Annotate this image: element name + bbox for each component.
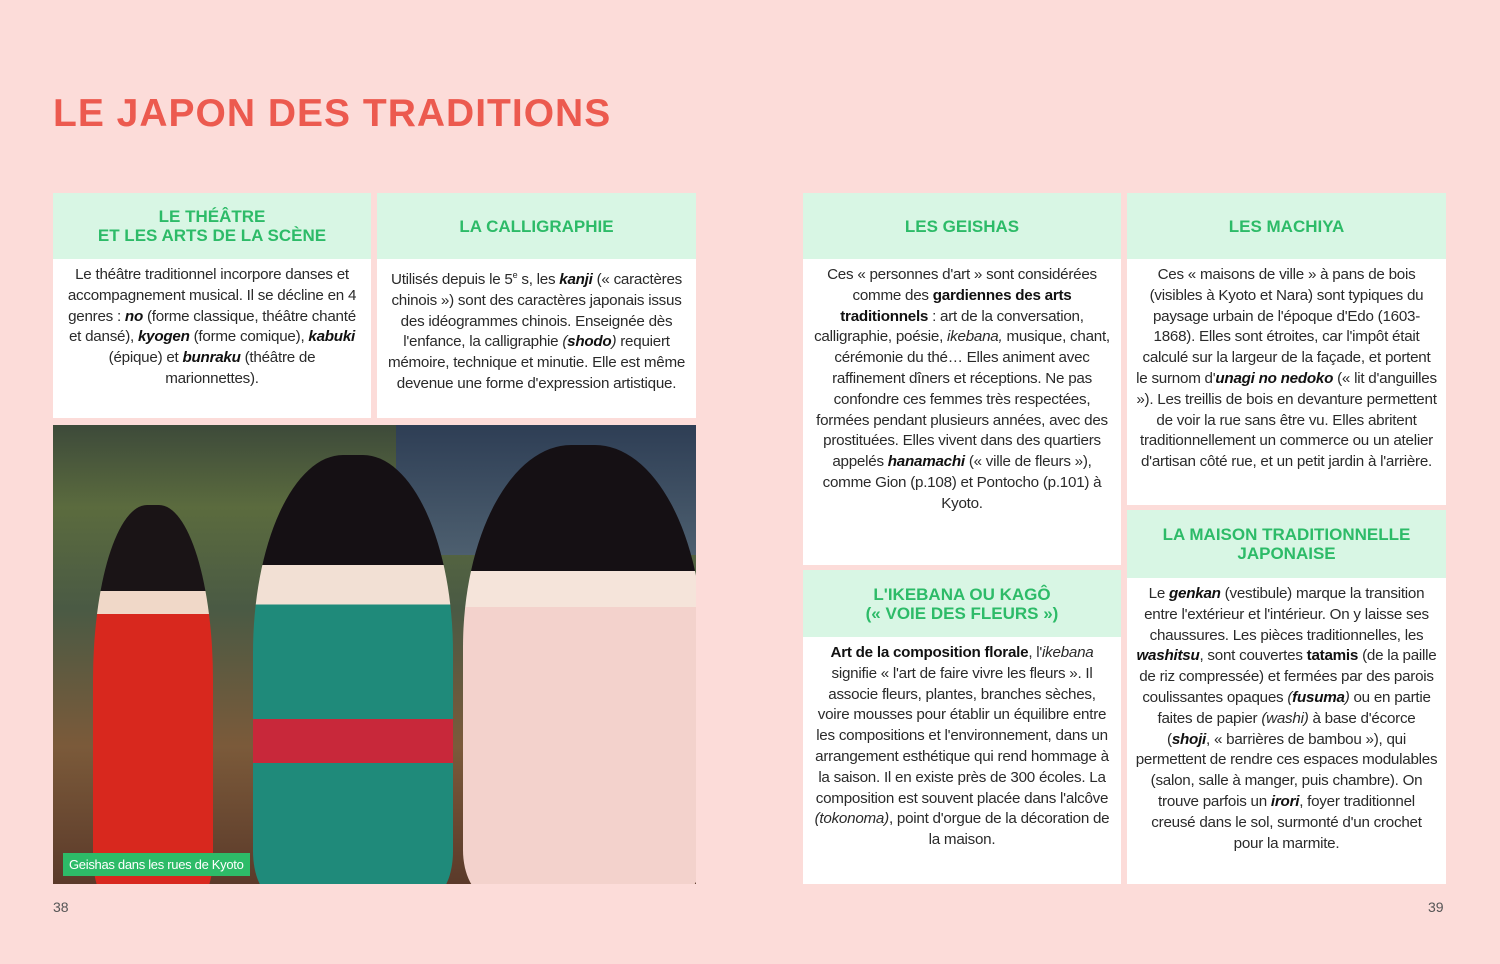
text-run: e [512, 270, 518, 280]
photo-caption: Geishas dans les rues de Kyoto [63, 853, 250, 876]
text-run: , foyer traditionnel creusé dans le sol, surmonté d'un crochet pour la marmite. [1151, 792, 1422, 852]
geishas-photo [53, 425, 696, 884]
section-maison [1127, 510, 1446, 884]
text-run: gardiennes des arts traditionnels [840, 286, 1072, 325]
text-run: (vestibule) marque la transition entre l'extérieur et l'intérieur. On y laisse ses chaussures. Les pièces traditionnelles, les [1144, 585, 1429, 644]
text-run: , sont couvertes [1199, 647, 1307, 665]
text-run: ikebana, [947, 328, 1003, 346]
text-run: hanamachi [887, 453, 965, 471]
heading-line: LES MACHIYA [1228, 216, 1345, 236]
heading-line: LA CALLIGRAPHIE [459, 216, 614, 236]
text-run: no [124, 307, 143, 325]
text-run: (forme classique, théâtre chanté et dansé), [68, 307, 356, 346]
text-run: Art de la composition florale [830, 644, 1029, 661]
heading-line: JAPONAISE [1237, 544, 1336, 563]
text-run: , « barrières de bambou »), qui permettent de rendre ces espaces modulables (salon, salle à manger, puis chambre). On trouve parfois un [1135, 730, 1438, 810]
page-number-left: 38 [53, 899, 69, 915]
text-run: : art de la conversation, calligraphie, poésie, [814, 307, 1084, 346]
machiya-heading [1127, 193, 1446, 259]
text-run: signifie « l'art de faire vivre les fleurs ». Il associe fleurs, plantes, branches sèches, voire mousses pour établir un équilibre entre les compositions et l'environnement, dans un arrangement esthétique qui rend hommage à la saison. Il en existe près de 300 écoles. La composition est souvent placée dans l'alcôve [815, 664, 1109, 807]
text-run: Le [1148, 585, 1170, 602]
text-run: (forme comique), [189, 328, 309, 346]
text-run: kanji [559, 271, 593, 289]
text-run: washitsu [1136, 647, 1200, 665]
text-run: , point d'orgue de la décoration de la maison. [888, 810, 1110, 849]
maison-heading [1127, 510, 1446, 578]
calligraphie-heading [377, 193, 696, 259]
text-run: ou en partie faites de papier [1157, 688, 1431, 727]
heading-line: LA MAISON TRADITIONNELLE [1162, 525, 1411, 544]
text-run: à base d'écorce ( [1167, 709, 1416, 748]
text-run: ) [1344, 688, 1350, 706]
section-geishas [803, 193, 1121, 565]
text-run: shodo [567, 333, 612, 351]
text-run: s, les [517, 271, 560, 289]
text-run: Ces « maisons de ville » à pans de bois (visibles à Kyoto et Nara) sont typiques du paysage urbain de l'époque d'Edo (1603-1868). Elles sont étroites, car l'impôt était calculé sur la largeur de la façade, et portent le surnom d' [1136, 266, 1431, 387]
text-run: (tokonoma) [814, 810, 889, 828]
text-run: (washi) [1261, 709, 1309, 727]
text-run: (de la paille de riz compressée) et fermées par des parois coulissantes opaques [1139, 647, 1437, 706]
text-run: ( [1287, 688, 1293, 706]
geishas-body [803, 259, 1121, 565]
text-run: (« lit d'anguilles »). Les treillis de bois en devanture permettent de voir la rue sans être vu. Elles abritent traditionnellement un commerce ou un atelier d'artisan côté rue, et un petit jardin à l'arrière. [1136, 369, 1437, 471]
text-run: genkan [1169, 585, 1221, 602]
text-run: Le théâtre traditionnel incorpore danses et accompagnement musical. Il se décline en 4 genres : [67, 266, 357, 325]
text-run: requiert mémoire, technique et minutie. Elle est même devenue une forme d'expression artistique. [387, 333, 686, 393]
text-run: fusuma [1292, 688, 1345, 706]
page-number-right: 39 [1428, 899, 1444, 915]
section-ikebana [803, 570, 1121, 884]
text-run: (théâtre de marionnettes). [165, 349, 316, 387]
text-run: irori [1270, 792, 1300, 810]
section-calligraphie [377, 193, 696, 418]
text-run: , l' [1028, 644, 1043, 661]
section-theatre [53, 193, 371, 418]
ikebana-body [803, 637, 1121, 884]
text-run: bunraku [182, 349, 241, 367]
heading-line: (« VOIE DES FLEURS ») [865, 603, 1059, 623]
text-run: musique, chant, cérémonie du thé… Elles animent avec raffinement dîners et réceptions. Ne pas confondre ces femmes très respectées, formées pendant plusieurs années, avec des prostituées. Elles vivent dans des quartiers appelés [816, 328, 1110, 471]
heading-line: LES GEISHAS [904, 216, 1020, 236]
geishas-heading [803, 193, 1121, 259]
text-run: ikebana [1042, 644, 1094, 661]
text-run: kyogen [137, 328, 190, 346]
text-run: shoji [1171, 730, 1207, 748]
heading-line: LE THÉÂTRE [158, 207, 266, 226]
text-run: unagi no nedoko [1215, 369, 1334, 387]
text-run: tatamis [1306, 647, 1359, 665]
text-run: (« ville de fleurs »), comme Gion (p.108) et Pontocho (p.101) à Kyoto. [822, 453, 1102, 512]
text-run: Utilisés depuis le 5 [390, 271, 513, 289]
theatre-body [53, 259, 371, 418]
text-run: (épique) et [108, 349, 183, 367]
text-run: (« caractères chinois ») sont des caractères japonais issus des idéogrammes chinois. Enseignée dès l'enfance, la calligraphie [391, 271, 682, 351]
calligraphie-body [377, 259, 696, 418]
text-run: Ces « personnes d'art » sont considérées comme des [827, 266, 1097, 304]
section-machiya [1127, 193, 1446, 505]
heading-line: ET LES ARTS DE LA SCÈNE [97, 226, 327, 245]
text-run: kabuki [308, 328, 356, 346]
maison-body [1127, 578, 1446, 884]
machiya-body [1127, 259, 1446, 505]
heading-line: L'IKEBANA OU KAGÔ [873, 584, 1051, 604]
text-run: ( [562, 333, 568, 351]
text-run: ) [611, 333, 617, 351]
ikebana-heading [803, 570, 1121, 637]
page-title: LE JAPON DES TRADITIONS [53, 92, 612, 135]
theatre-heading [53, 193, 371, 259]
